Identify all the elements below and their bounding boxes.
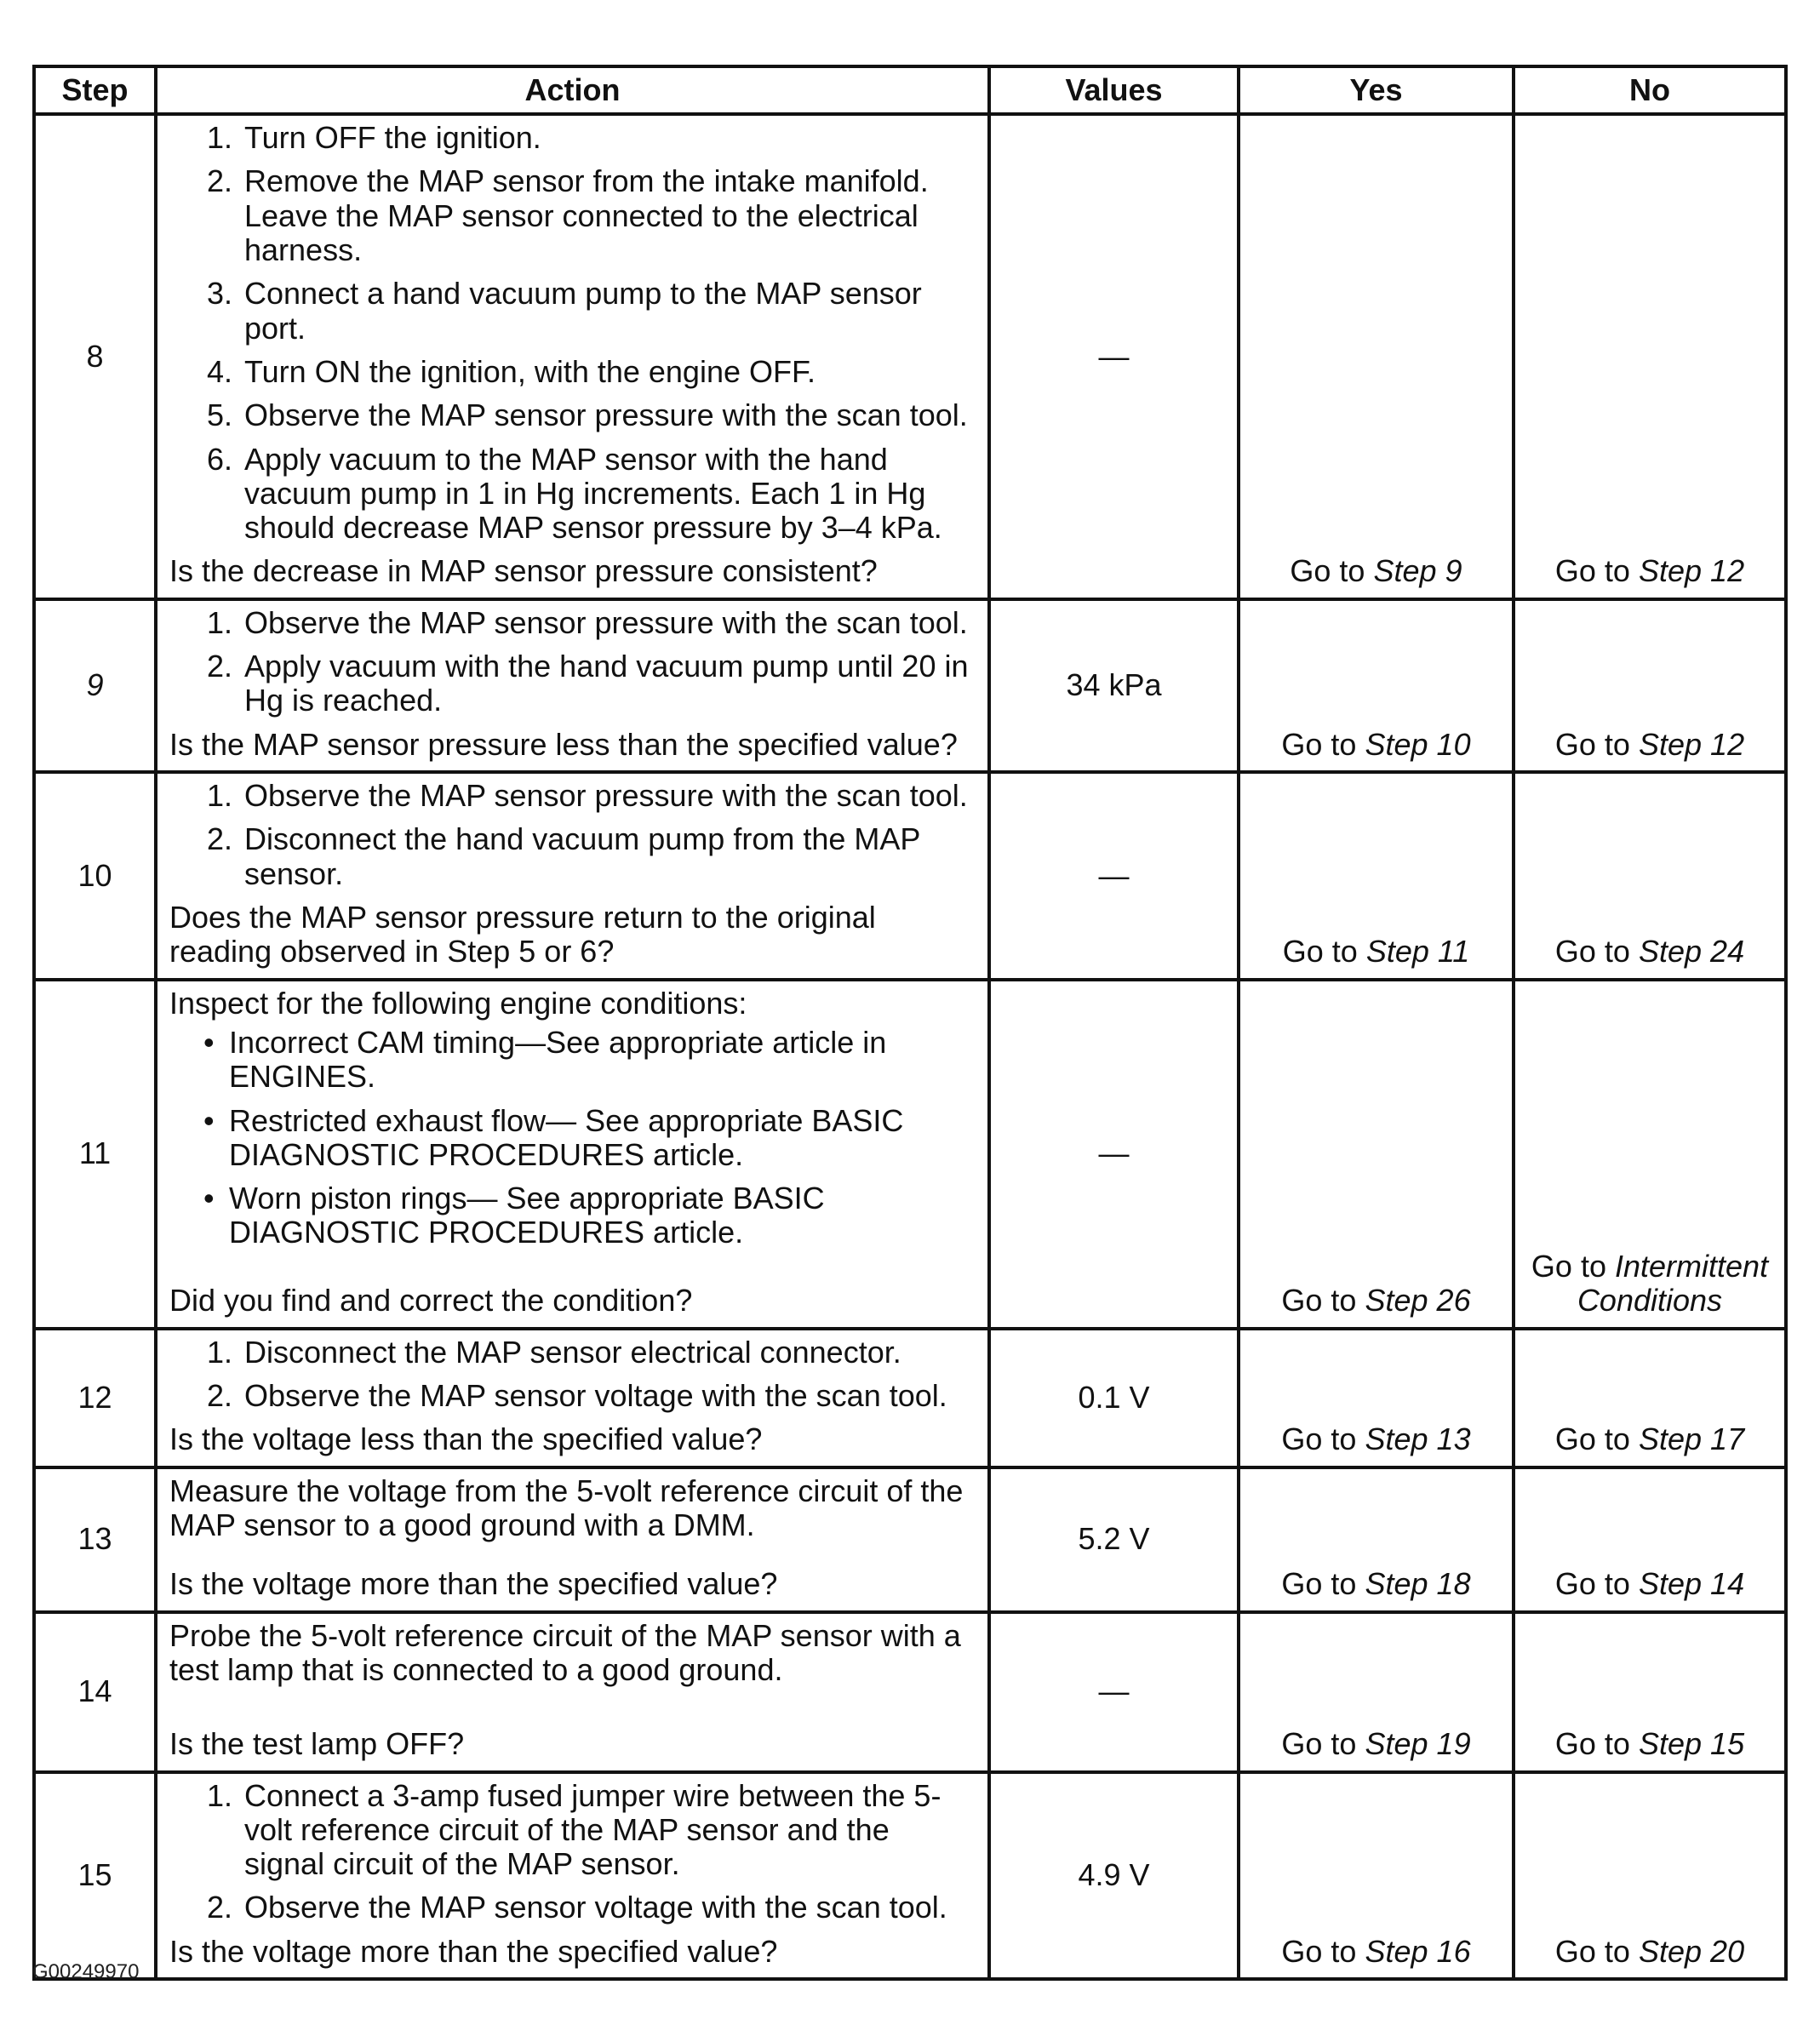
bullet-text: Restricted exhaust flow— See appropriate BASIC DIAGNOSTIC PROCEDURES article. (229, 1102, 904, 1172)
table-row (34, 1772, 1786, 1980)
goto-reference: Step 12 (1638, 553, 1745, 589)
no-goto-link[interactable] (1555, 1726, 1744, 1761)
step-item-number: 3. (207, 276, 233, 312)
goto-prefix: Go to (1281, 1421, 1357, 1457)
numbered-step (207, 1890, 976, 1925)
value-cell: 4.9 V (989, 1772, 1239, 1980)
table-row (34, 114, 1786, 599)
action-intro: Measure the voltage from the 5-volt reference circuit of the MAP sensor to a good ground with a DMM. (169, 1473, 964, 1542)
step-item-number: 4. (207, 353, 233, 389)
goto-reference: Step 19 (1365, 1726, 1471, 1762)
goto-prefix: Go to (1554, 1566, 1630, 1602)
header-action: Action (156, 66, 989, 114)
bullet-text: Incorrect CAM timing—See appropriate article in ENGINES. (229, 1024, 887, 1095)
numbered-step (207, 1779, 976, 1882)
yes-goto-cell (1239, 599, 1514, 772)
yes-goto-cell (1239, 772, 1514, 980)
numbered-step (207, 277, 976, 346)
bullet-item (203, 1181, 976, 1250)
step-item-text: Remove the MAP sensor from the intake manifold. Leave the MAP sensor connected to the electrical harness. (244, 163, 929, 267)
numbered-step (207, 822, 976, 891)
action-content (169, 606, 976, 762)
bullet-icon: • (203, 1181, 215, 1216)
no-goto-link[interactable] (1555, 727, 1744, 762)
action-instructions (169, 1779, 976, 1935)
diagnostic-table (32, 65, 1788, 1981)
numbered-steps (169, 121, 976, 545)
goto-prefix: Go to (1531, 1248, 1606, 1284)
numbered-step (207, 355, 976, 389)
goto-reference: Step 9 (1373, 553, 1462, 589)
step-item-number: 1. (207, 604, 233, 640)
numbered-step (207, 398, 976, 432)
table-row (34, 599, 1786, 772)
numbered-step (207, 121, 976, 155)
header-row (34, 66, 1786, 114)
table-row (34, 1467, 1786, 1612)
step-number: 15 (34, 1772, 156, 1980)
no-goto-cell (1514, 114, 1786, 599)
numbered-steps (169, 606, 976, 718)
table-row (34, 980, 1786, 1329)
bullet-item (203, 1026, 976, 1095)
step-number: 12 (34, 1329, 156, 1467)
step-number: 11 (34, 980, 156, 1329)
action-question: Is the voltage less than the specified value? (169, 1421, 763, 1457)
action-intro: Probe the 5-volt reference circuit of the MAP sensor with a test lamp that is connected to a good ground. (169, 1617, 961, 1687)
step-item-text: Disconnect the MAP sensor electrical connector. (244, 1334, 901, 1370)
step-item-number: 2. (207, 821, 233, 857)
action-cell (156, 1772, 989, 1980)
step-item-text: Turn OFF the ignition. (244, 120, 541, 155)
no-goto-link[interactable] (1555, 1566, 1744, 1601)
goto-prefix: Go to (1554, 934, 1630, 970)
step-item-number: 2. (207, 1377, 233, 1413)
no-goto-link[interactable] (1555, 1421, 1744, 1456)
bullet-item (203, 1104, 976, 1173)
no-goto-cell (1514, 772, 1786, 980)
goto-reference: Step 26 (1365, 1283, 1471, 1318)
action-instructions (169, 779, 976, 901)
value-cell: — (989, 980, 1239, 1329)
yes-goto-link[interactable] (1290, 553, 1462, 588)
action-cell (156, 1612, 989, 1772)
step-item-text: Observe the MAP sensor voltage with the scan tool. (244, 1890, 947, 1925)
numbered-steps (169, 1779, 976, 1925)
step-item-number: 1. (207, 120, 233, 155)
table-row (34, 772, 1786, 980)
action-question: Is the test lamp OFF? (169, 1726, 465, 1762)
action-question: Is the MAP sensor pressure less than the specified value? (169, 726, 958, 762)
step-number: 14 (34, 1612, 156, 1772)
step-item-text: Disconnect the hand vacuum pump from the MAP sensor. (244, 821, 920, 891)
numbered-step (207, 606, 976, 640)
goto-prefix: Go to (1281, 1933, 1357, 1969)
numbered-steps (169, 1336, 976, 1414)
step-item-number: 6. (207, 441, 233, 477)
goto-prefix: Go to (1290, 553, 1365, 589)
step-number: 9 (34, 599, 156, 772)
bullet-icon: • (203, 1102, 215, 1138)
no-goto-cell (1514, 1467, 1786, 1612)
header-values: Values (989, 66, 1239, 114)
goto-prefix: Go to (1554, 726, 1630, 762)
no-goto-cell (1514, 1612, 1786, 1772)
yes-goto-cell (1239, 1467, 1514, 1612)
step-item-text: Connect a 3-amp fused jumper wire between the 5-volt reference circuit of the MAP sensor and the signal circuit of the MAP sensor. (244, 1777, 941, 1882)
numbered-step (207, 649, 976, 718)
goto-prefix: Go to (1554, 553, 1630, 589)
no-goto-cell (1514, 599, 1786, 772)
goto-reference: Step 14 (1638, 1566, 1745, 1602)
action-content (169, 779, 976, 970)
goto-prefix: Go to (1281, 1566, 1357, 1602)
action-cell (156, 114, 989, 599)
action-instructions (169, 606, 976, 728)
goto-reference: Step 16 (1365, 1933, 1471, 1969)
bullet-icon: • (203, 1024, 215, 1060)
goto-prefix: Go to (1282, 934, 1358, 970)
yes-goto-cell (1239, 114, 1514, 599)
action-cell (156, 772, 989, 980)
goto-prefix: Go to (1554, 1726, 1630, 1762)
action-cell (156, 599, 989, 772)
goto-reference: Step 10 (1365, 726, 1471, 762)
header-step: Step (34, 66, 156, 114)
step-item-number: 2. (207, 649, 233, 684)
value-cell: 34 kPa (989, 599, 1239, 772)
action-question: Does the MAP sensor pressure return to the original reading observed in Step 5 or 6? (169, 899, 876, 970)
goto-prefix: Go to (1281, 1726, 1357, 1762)
action-cell (156, 1467, 989, 1612)
action-question: Is the decrease in MAP sensor pressure consistent? (169, 553, 878, 589)
bullet-list (169, 1026, 976, 1250)
yes-goto-cell (1239, 1612, 1514, 1772)
value-cell: 0.1 V (989, 1329, 1239, 1467)
no-goto-link[interactable] (1555, 934, 1744, 969)
step-item-text: Observe the MAP sensor pressure with the scan tool. (244, 778, 968, 813)
step-number: 10 (34, 772, 156, 980)
goto-reference: Step 18 (1365, 1566, 1471, 1602)
action-cell (156, 1329, 989, 1467)
step-number: 13 (34, 1467, 156, 1612)
no-goto-link[interactable] (1555, 1934, 1744, 1969)
goto-reference: Step 17 (1638, 1421, 1745, 1457)
yes-goto-link[interactable] (1281, 1934, 1470, 1969)
step-item-text: Observe the MAP sensor pressure with the scan tool. (244, 604, 968, 640)
no-goto-cell (1514, 1772, 1786, 1980)
numbered-step (207, 1336, 976, 1370)
action-instructions (169, 1336, 976, 1423)
yes-goto-link[interactable] (1281, 727, 1470, 762)
goto-prefix: Go to (1554, 1933, 1630, 1969)
no-goto-cell (1514, 1329, 1786, 1467)
no-goto-cell (1514, 980, 1786, 1329)
yes-goto-link[interactable] (1281, 1421, 1470, 1456)
value-cell: 5.2 V (989, 1467, 1239, 1612)
step-item-number: 5. (207, 398, 233, 433)
action-question: Is the voltage more than the specified value? (169, 1933, 778, 1969)
numbered-step (207, 164, 976, 267)
header-yes: Yes (1239, 66, 1514, 114)
step-item-number: 2. (207, 1890, 233, 1925)
goto-reference: Step 12 (1638, 726, 1745, 762)
value-cell: — (989, 772, 1239, 980)
step-item-text: Apply vacuum with the hand vacuum pump until 20 in Hg is reached. (244, 649, 969, 718)
action-content (169, 1619, 976, 1762)
step-item-text: Connect a hand vacuum pump to the MAP sensor port. (244, 276, 922, 346)
goto-prefix: Go to (1281, 1283, 1357, 1318)
yes-goto-cell (1239, 980, 1514, 1329)
no-goto-link[interactable] (1555, 553, 1744, 588)
goto-reference: Step 20 (1638, 1933, 1745, 1969)
value-cell: — (989, 1612, 1239, 1772)
goto-reference: Step 15 (1638, 1726, 1745, 1762)
step-item-number: 1. (207, 1777, 233, 1813)
no-goto-link[interactable] (1531, 1249, 1768, 1318)
action-content (169, 1336, 976, 1457)
figure-id: G00249970 (32, 1960, 140, 1983)
table-body (34, 114, 1786, 1979)
table-row (34, 1612, 1786, 1772)
action-cell (156, 980, 989, 1329)
action-question: Is the voltage more than the specified value? (169, 1566, 778, 1602)
bullet-text: Worn piston rings— See appropriate BASIC DIAGNOSTIC PROCEDURES article. (229, 1181, 825, 1250)
step-item-text: Observe the MAP sensor voltage with the scan tool. (244, 1377, 947, 1413)
numbered-step (207, 779, 976, 813)
numbered-steps (169, 779, 976, 891)
action-question: Did you find and correct the condition? (169, 1283, 693, 1318)
step-number: 8 (34, 114, 156, 599)
yes-goto-link[interactable] (1281, 1726, 1470, 1761)
yes-goto-link[interactable] (1281, 1566, 1470, 1601)
table-row (34, 1329, 1786, 1467)
action-content (169, 987, 976, 1318)
action-instructions (169, 1474, 976, 1543)
header-no: No (1514, 66, 1786, 114)
goto-reference: Step 13 (1365, 1421, 1471, 1457)
goto-reference: Step 24 (1638, 934, 1745, 970)
numbered-step (207, 1379, 976, 1413)
goto-reference: Intermittent Conditions (1577, 1248, 1769, 1318)
goto-prefix: Go to (1281, 726, 1357, 762)
action-content (169, 1474, 976, 1602)
step-item-number: 2. (207, 163, 233, 199)
yes-goto-link[interactable] (1283, 934, 1470, 969)
numbered-step (207, 443, 976, 546)
step-item-text: Observe the MAP sensor pressure with the scan tool. (244, 398, 968, 433)
step-item-number: 1. (207, 778, 233, 813)
step-item-number: 1. (207, 1334, 233, 1370)
action-intro: Inspect for the following engine conditions: (169, 985, 747, 1021)
action-instructions (169, 121, 976, 554)
step-item-text: Turn ON the ignition, with the engine OFF. (244, 353, 816, 389)
action-instructions (169, 987, 976, 1260)
value-cell: — (989, 114, 1239, 599)
action-content (169, 1779, 976, 1970)
action-instructions (169, 1619, 976, 1688)
step-item-text: Apply vacuum to the MAP sensor with the hand vacuum pump in 1 in Hg increments. Each 1 in Hg should decrease MAP sensor pressure by 3–4 kPa. (244, 441, 942, 546)
goto-prefix: Go to (1554, 1421, 1630, 1457)
yes-goto-cell (1239, 1772, 1514, 1980)
action-content (169, 121, 976, 589)
goto-reference: Step 11 (1365, 934, 1470, 970)
yes-goto-cell (1239, 1329, 1514, 1467)
yes-goto-link[interactable] (1281, 1283, 1470, 1318)
